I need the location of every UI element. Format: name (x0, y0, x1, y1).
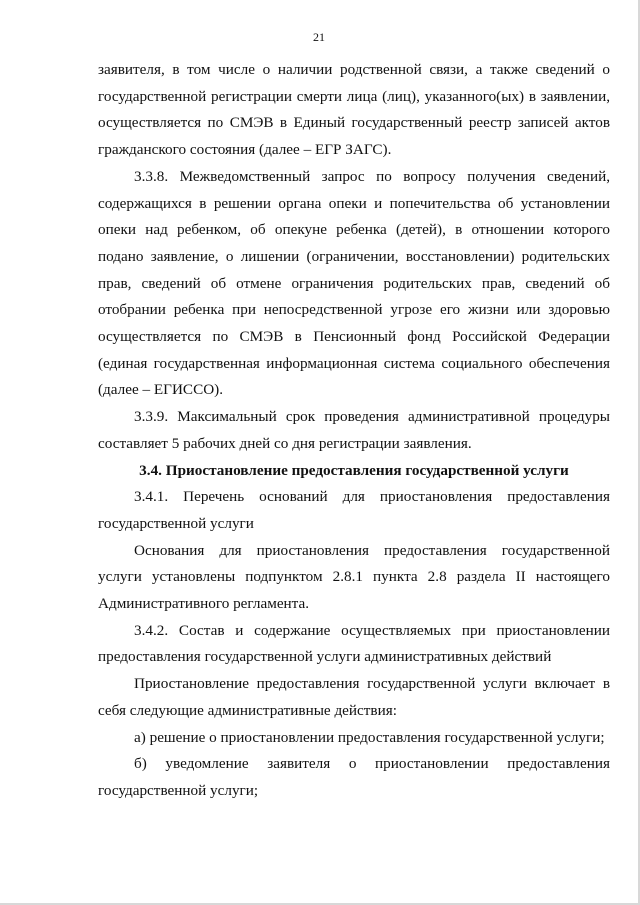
document-body (98, 57, 610, 805)
paragraph-3-3-8: 3.3.8. Межведомственный запрос по вопросу получения сведений, содержащихся в решении органа опеки и попечительства об установлении опеки над ребенком, об опекуне ребенка (детей), в отношении которого подано заявление, о лишении (ограничении, восстановлении) родительских прав, сведений об отмене ограничения родительских прав, сведений об отобрании ребенка при непосредственной угрозе его жизни или здоровью осуществляется по СМЭВ в Пенсионный фонд Российской Федерации (единая государственная информационная система социального обеспечения (далее – ЕГИССО). (98, 167, 610, 399)
paragraph-3-4-1: 3.4.1. Перечень оснований для приостановления предоставления государственной услуги (98, 488, 610, 532)
list-item-a: а) решение о приостановлении предоставления государственной услуги; (134, 728, 605, 746)
page-number: 21 (313, 30, 325, 44)
paragraph-includes: Приостановление предоставления государственной услуги включает в себя следующие административные действия: (98, 675, 610, 719)
paragraph-3-4-2: 3.4.2. Состав и содержание осуществляемых при приостановлении предоставления государственной услуги административных действий (98, 621, 610, 666)
section-heading-3-4: 3.4. Приостановление предоставления государственной услуги (139, 461, 569, 479)
paragraph-grounds: Основания для приостановления предоставления государственной услуги установлены подпунктом 2.8.1 пункта 2.8 раздела II настоящего Административного регламента. (98, 541, 610, 613)
list-item-b: б) уведомление заявителя о приостановлении предоставления государственной услуги; (98, 755, 610, 799)
paragraph-3-3-9: 3.3.9. Максимальный срок проведения административной процедуры составляет 5 рабочих дней со дня регистрации заявления. (98, 408, 610, 452)
paragraph-continuation: заявителя, в том числе о наличии родственной связи, а также сведений о государственной регистрации смерти лица (лиц), указанного(ых) в заявлении, осуществляется по СМЭВ в Единый государственный реестр записей актов гражданского состояния (далее – ЕГР ЗАГС). (98, 61, 610, 159)
